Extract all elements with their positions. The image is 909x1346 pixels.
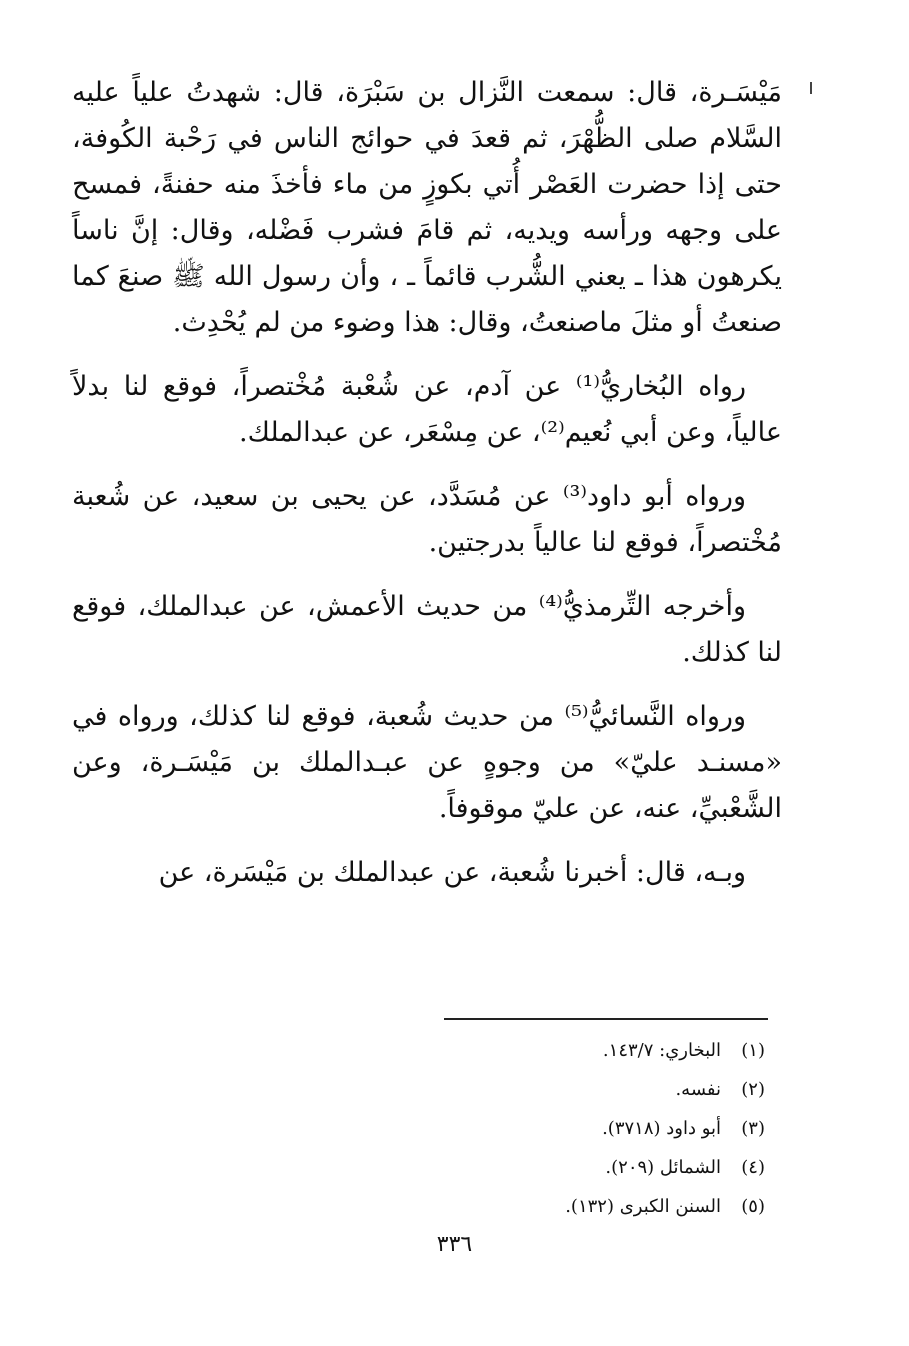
footnote-item	[365, 1040, 765, 1062]
footnote-item	[365, 1118, 765, 1140]
footnote-item	[365, 1196, 765, 1218]
paragraph-nasai: ورواه النَّسائيُّ⁽⁵⁾ من حديث شُعبة، فوقع لنا كذلك، ورواه في «مسنـد عليّ» من وجوهٍ عن عبـدالملك بن مَيْسَـرة، وعن الشَّعْبيِّ، عنه، عن عليّ موقوفاً.	[72, 701, 782, 824]
footnote-separator	[444, 1018, 768, 1020]
footnote-text: نفسه.	[675, 1079, 721, 1100]
footnote-text: السنن الكبرى (١٣٢).	[565, 1196, 721, 1217]
paragraph-bukhari: رواه البُخاريُّ⁽¹⁾ عن آدم، عن شُعْبة مُخْتصراً، فوقع لنا بدلاً عالياً، وعن أبي نُعيم⁽²⁾، عن مِسْعَر، عن عبدالملك.	[72, 371, 782, 448]
footnote-number: (٣)	[741, 1118, 765, 1139]
paragraph-isnad: وبـه، قال: أخبرنا شُعبة، عن عبدالملك بن مَيْسَرة، عن	[158, 857, 746, 888]
paragraph-tirmidhi: وأخرجه التِّرمذيُّ⁽⁴⁾ من حديث الأعمش، عن عبدالملك، فوقع لنا كذلك.	[72, 591, 782, 668]
footnote-text: الشمائل (٢٠٩).	[605, 1157, 721, 1178]
main-text	[72, 70, 782, 896]
footnote-number: (٥)	[741, 1196, 765, 1217]
margin-mark	[810, 82, 812, 94]
page-number: ٣٣٦	[436, 1232, 473, 1257]
footnote-number: (٤)	[741, 1157, 765, 1178]
footnote-item	[365, 1079, 765, 1101]
footnote-number: (١)	[741, 1040, 765, 1061]
footnote-number: (٢)	[741, 1079, 765, 1100]
paragraph-continuation: مَيْسَـرة، قال: سمعت النَّزال بن سَبْرَة، قال: شهدتُ علياً عليه السَّلام صلى الظُّهْرَ، ثم قعدَ في حوائج الناس في رَحْبة الكُوفة، حتى إذا حضرت العَصْر أُتي بكوزٍ من ماء فأخذَ منه حفنةً، فمسح على وجهه ورأسه ويديه، ثم قامَ فشرب فَضْله، وقال: إنَّ ناساً يكرهون هذا ـ يعني الشُّرب قائماً ـ ، وأن رسول الله ﷺ صنعَ كما صنعتُ أو مثلَ ماصنعتُ، وقال: هذا وضوء من لم يُحْدِث.	[72, 77, 782, 338]
footnotes-list	[365, 1040, 765, 1235]
paragraph-abu-dawud: ورواه أبو داود⁽³⁾ عن مُسَدَّد، عن يحيى بن سعيد، عن شُعبة مُخْتصراً، فوقع لنا عالياً بدرجتين.	[72, 481, 782, 558]
footnote-text: البخاري: ١٤٣/٧.	[602, 1040, 721, 1061]
footnote-text: أبو داود (٣٧١٨).	[602, 1118, 721, 1139]
footnote-item	[365, 1157, 765, 1179]
